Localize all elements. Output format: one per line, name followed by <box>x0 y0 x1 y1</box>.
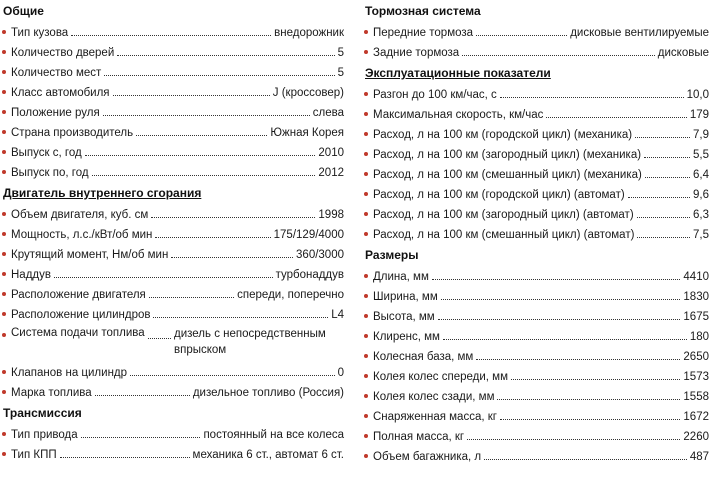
spec-value: 7,9 <box>693 129 709 141</box>
dotted-leader <box>130 375 335 376</box>
spec-label: Разгон до 100 км/час, с <box>373 89 497 101</box>
spec-value: 5 <box>337 67 344 79</box>
bullet-icon <box>364 232 368 236</box>
bullet-icon <box>2 50 6 54</box>
dotted-leader <box>103 115 310 116</box>
dotted-leader <box>467 439 680 440</box>
bullet-icon <box>2 212 6 216</box>
spec-row <box>0 82 350 102</box>
spec-label: Количество дверей <box>11 47 115 59</box>
spec-value: 360/3000 <box>296 249 344 261</box>
bullet-icon <box>364 30 368 34</box>
spec-value: 487 <box>689 451 709 463</box>
dotted-leader <box>60 457 190 458</box>
section-title: Тормозная система <box>365 4 481 18</box>
spec-row <box>362 406 709 426</box>
dotted-leader <box>148 338 171 339</box>
section-title: Трансмиссия <box>3 406 82 420</box>
bullet-icon <box>364 192 368 196</box>
spec-label: Выпуск с, год <box>11 147 82 159</box>
bullet-icon <box>364 434 368 438</box>
bullet-icon <box>2 272 6 276</box>
spec-row <box>362 286 709 306</box>
spec-value: дисковые <box>657 47 709 59</box>
bullet-icon <box>364 374 368 378</box>
spec-label: Объем двигателя, куб. см <box>11 209 149 221</box>
dotted-leader <box>71 35 271 36</box>
spec-row <box>0 444 350 464</box>
dotted-leader <box>92 175 316 176</box>
spec-value: 180 <box>689 331 709 343</box>
spec-value: 6,3 <box>693 209 709 221</box>
bullet-icon <box>364 454 368 458</box>
spec-value: 2010 <box>318 147 344 159</box>
bullet-icon <box>2 370 6 374</box>
spec-row <box>0 22 350 42</box>
spec-value: 5 <box>337 47 344 59</box>
section-title: Эксплуатационные показатели <box>365 66 551 80</box>
specs-right-column <box>362 0 709 466</box>
spec-label: Расход, л на 100 км (городской цикл) (автомат) <box>373 189 625 201</box>
spec-label: Колея колес сзади, мм <box>373 391 495 403</box>
spec-label: Колея колес спереди, мм <box>373 371 508 383</box>
spec-label: Максимальная скорость, км/час <box>373 109 544 121</box>
bullet-icon <box>2 70 6 74</box>
dotted-leader <box>171 257 293 258</box>
dotted-leader <box>81 437 201 438</box>
bullet-icon <box>364 172 368 176</box>
dotted-leader <box>104 75 334 76</box>
dotted-leader <box>151 217 315 218</box>
dotted-leader <box>637 237 690 238</box>
spec-row <box>362 426 709 446</box>
dotted-leader <box>54 277 273 278</box>
spec-value: 1675 <box>683 311 709 323</box>
dotted-leader <box>637 217 690 218</box>
spec-row <box>362 346 709 366</box>
spec-label: Расположение двигателя <box>11 289 146 301</box>
spec-label: Длина, мм <box>373 271 429 283</box>
spec-row <box>362 124 709 144</box>
spec-row <box>0 102 350 122</box>
spec-row <box>0 42 350 62</box>
spec-row <box>0 224 350 244</box>
spec-label: Тип кузова <box>11 27 69 39</box>
bullet-icon <box>2 452 6 456</box>
bullet-icon <box>2 232 6 236</box>
dotted-leader <box>438 319 681 320</box>
spec-label: Ширина, мм <box>373 291 438 303</box>
spec-row <box>0 142 350 162</box>
spec-label: Высота, мм <box>373 311 435 323</box>
bullet-icon <box>364 50 368 54</box>
spec-row <box>362 224 709 244</box>
spec-label: Снаряженная масса, кг <box>373 411 497 423</box>
spec-value: J (кроссовер) <box>272 87 344 99</box>
bullet-icon <box>364 152 368 156</box>
spec-row <box>362 42 709 62</box>
spec-value: внедорожник <box>274 27 344 39</box>
spec-label: Мощность, л.с./кВт/об мин <box>11 229 153 241</box>
spec-value: турбонаддув <box>275 269 344 281</box>
section-title: Размеры <box>365 248 419 262</box>
spec-label: Передние тормоза <box>373 27 474 39</box>
spec-row <box>362 306 709 326</box>
spec-label: Тип КПП <box>11 449 57 461</box>
spec-value: 4410 <box>683 271 709 283</box>
dotted-leader <box>155 237 270 238</box>
bullet-icon <box>2 252 6 256</box>
bullet-icon <box>2 150 6 154</box>
bullet-icon <box>364 414 368 418</box>
spec-row <box>0 304 350 324</box>
spec-row <box>362 446 709 466</box>
spec-value: 1672 <box>683 411 709 423</box>
spec-row <box>362 104 709 124</box>
spec-row <box>0 424 350 444</box>
spec-row <box>362 144 709 164</box>
dotted-leader <box>645 177 690 178</box>
spec-row <box>362 84 709 104</box>
spec-label: Расход, л на 100 км (загородный цикл) (автомат) <box>373 209 634 221</box>
bullet-icon <box>2 390 6 394</box>
bullet-icon <box>364 274 368 278</box>
spec-label: Колесная база, мм <box>373 351 474 363</box>
dotted-leader <box>113 95 270 96</box>
spec-value: 7,5 <box>693 229 709 241</box>
spec-row <box>362 184 709 204</box>
bullet-icon <box>2 292 6 296</box>
dotted-leader <box>153 317 328 318</box>
spec-label: Задние тормоза <box>373 47 460 59</box>
spec-label: Тип привода <box>11 429 78 441</box>
dotted-leader <box>511 379 680 380</box>
spec-label: Количество мест <box>11 67 102 79</box>
spec-label: Полная масса, кг <box>373 431 465 443</box>
dotted-leader <box>484 459 687 460</box>
spec-row <box>0 362 350 382</box>
dotted-leader <box>635 137 690 138</box>
spec-value: 1558 <box>683 391 709 403</box>
spec-row <box>0 264 350 284</box>
spec-value: 1830 <box>683 291 709 303</box>
spec-row <box>0 382 350 402</box>
spec-value: 175/129/4000 <box>273 229 344 241</box>
spec-row <box>0 284 350 304</box>
spec-value: 5,5 <box>693 149 709 161</box>
spec-row <box>0 324 350 362</box>
dotted-leader <box>149 297 234 298</box>
bullet-icon <box>2 333 6 337</box>
spec-row <box>362 386 709 406</box>
spec-value: 6,4 <box>693 169 709 181</box>
bullet-icon <box>364 334 368 338</box>
dotted-leader <box>443 339 687 340</box>
spec-label: Страна производитель <box>11 127 134 139</box>
bullet-icon <box>2 170 6 174</box>
dotted-leader <box>441 299 681 300</box>
spec-row <box>0 244 350 264</box>
dotted-leader <box>476 359 680 360</box>
spec-value: дизель с непосредственным впрыском <box>174 328 326 356</box>
spec-row <box>0 122 350 142</box>
spec-value: 0 <box>337 367 344 379</box>
spec-value: 10,0 <box>686 89 709 101</box>
bullet-icon <box>364 314 368 318</box>
dotted-leader <box>136 135 267 136</box>
spec-label: Система подачи топлива <box>11 327 145 339</box>
bullet-icon <box>364 212 368 216</box>
spec-value: 9,6 <box>693 189 709 201</box>
dotted-leader <box>95 395 190 396</box>
spec-label: Клиренс, мм <box>373 331 440 343</box>
spec-row <box>362 366 709 386</box>
dotted-leader <box>462 55 655 56</box>
spec-value: L4 <box>331 309 344 321</box>
spec-row <box>362 326 709 346</box>
spec-value: 2012 <box>318 167 344 179</box>
spec-label: Положение руля <box>11 107 100 119</box>
spec-label: Расход, л на 100 км (загородный цикл) (механика) <box>373 149 642 161</box>
bullet-icon <box>2 130 6 134</box>
spec-label: Расход, л на 100 км (смешанный цикл) (автомат) <box>373 229 635 241</box>
spec-value: 1573 <box>683 371 709 383</box>
bullet-icon <box>364 132 368 136</box>
spec-row <box>0 162 350 182</box>
spec-label: Расход, л на 100 км (смешанный цикл) (механика) <box>373 169 642 181</box>
dotted-leader <box>85 155 316 156</box>
dotted-leader <box>500 419 680 420</box>
section-title: Двигатель внутреннего сгорания <box>3 186 202 200</box>
bullet-icon <box>2 90 6 94</box>
bullet-icon <box>364 112 368 116</box>
bullet-icon <box>364 354 368 358</box>
dotted-leader <box>644 157 690 158</box>
spec-label: Расход, л на 100 км (городской цикл) (механика) <box>373 129 633 141</box>
spec-value: спереди, поперечно <box>237 289 344 301</box>
dotted-leader <box>117 55 334 56</box>
spec-value: дизельное топливо (Россия) <box>192 387 344 399</box>
spec-label: Класс автомобиля <box>11 87 110 99</box>
spec-value: постоянный на все колеса <box>203 429 344 441</box>
spec-label: Марка топлива <box>11 387 92 399</box>
bullet-icon <box>2 312 6 316</box>
spec-value: слева <box>312 107 344 119</box>
dotted-leader <box>500 97 684 98</box>
dotted-leader <box>497 399 680 400</box>
spec-value: 2260 <box>683 431 709 443</box>
spec-label: Расположение цилиндров <box>11 309 151 321</box>
spec-label: Выпуск по, год <box>11 167 89 179</box>
bullet-icon <box>364 294 368 298</box>
spec-row <box>362 266 709 286</box>
dotted-leader <box>476 35 567 36</box>
spec-value: 179 <box>689 109 709 121</box>
dotted-leader <box>546 117 686 118</box>
spec-value: дисковые вентилируемые <box>570 27 709 39</box>
spec-row <box>362 164 709 184</box>
spec-value: механика 6 ст., автомат 6 ст. <box>192 449 344 461</box>
spec-value: 1998 <box>318 209 344 221</box>
spec-row <box>0 204 350 224</box>
bullet-icon <box>2 110 6 114</box>
spec-row <box>362 22 709 42</box>
bullet-icon <box>2 432 6 436</box>
bullet-icon <box>364 394 368 398</box>
dotted-leader <box>628 197 690 198</box>
section-title: Общие <box>3 4 44 18</box>
spec-label: Объем багажника, л <box>373 451 482 463</box>
bullet-icon <box>364 92 368 96</box>
spec-value: Южная Корея <box>270 127 344 139</box>
spec-label: Крутящий момент, Нм/об мин <box>11 249 169 261</box>
spec-label: Клапанов на цилиндр <box>11 367 128 379</box>
spec-row <box>362 204 709 224</box>
spec-label: Наддув <box>11 269 51 281</box>
spec-value: 2650 <box>683 351 709 363</box>
dotted-leader <box>432 279 681 280</box>
specs-left-column <box>0 0 350 464</box>
spec-row <box>0 62 350 82</box>
bullet-icon <box>2 30 6 34</box>
